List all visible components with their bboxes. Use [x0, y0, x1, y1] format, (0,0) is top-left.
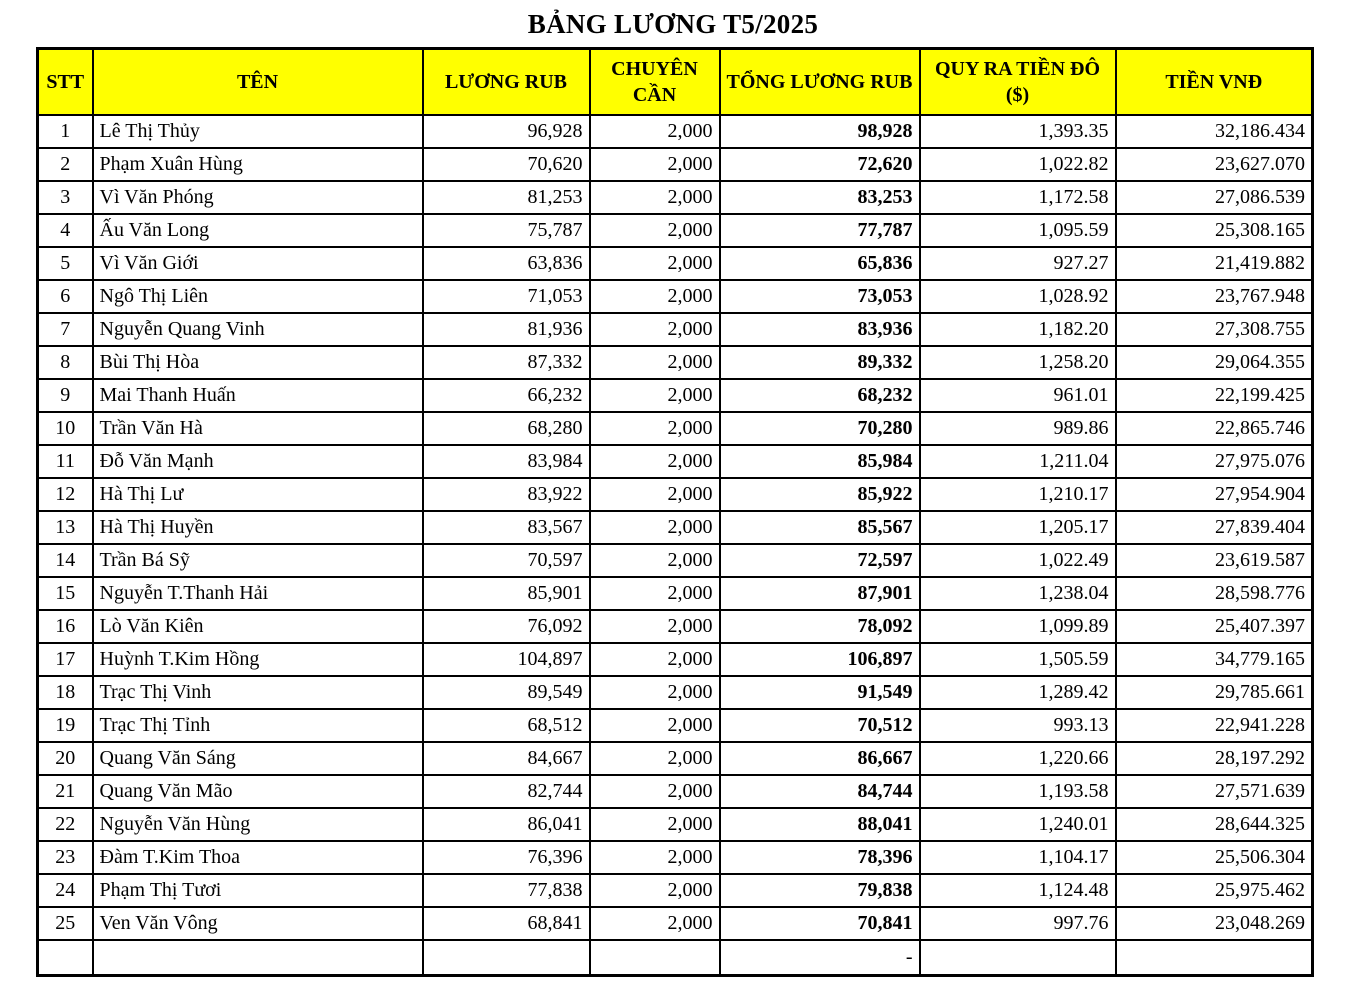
cell-usd: 1,210.17: [920, 478, 1116, 511]
cell-total-rub: 85,567: [720, 511, 920, 544]
column-header-vnd: TIỀN VNĐ: [1116, 49, 1313, 116]
table-row: [38, 841, 1313, 874]
cell-salary-rub: 71,053: [423, 280, 590, 313]
page-title: BẢNG LƯƠNG T5/2025: [527, 9, 819, 39]
cell-name: Lò Văn Kiên: [93, 610, 423, 643]
cell-stt: 11: [38, 445, 93, 478]
cell-salary-rub: 83,984: [423, 445, 590, 478]
footer-cell-salary-rub: [423, 940, 590, 976]
cell-usd: 1,095.59: [920, 214, 1116, 247]
cell-total-rub: 68,232: [720, 379, 920, 412]
footer-cell-usd: [920, 940, 1116, 976]
table-row: [38, 280, 1313, 313]
cell-attendance: 2,000: [590, 742, 720, 775]
cell-name: Nguyễn Văn Hùng: [93, 808, 423, 841]
cell-attendance: 2,000: [590, 511, 720, 544]
table-row: [38, 742, 1313, 775]
cell-attendance: 2,000: [590, 148, 720, 181]
table-row: [38, 808, 1313, 841]
cell-attendance: 2,000: [590, 181, 720, 214]
cell-name: Hà Thị Huyền: [93, 511, 423, 544]
cell-attendance: 2,000: [590, 841, 720, 874]
cell-salary-rub: 76,396: [423, 841, 590, 874]
table-row: [38, 511, 1313, 544]
cell-salary-rub: 68,280: [423, 412, 590, 445]
table-row: [38, 115, 1313, 148]
cell-usd: 1,182.20: [920, 313, 1116, 346]
cell-stt: 10: [38, 412, 93, 445]
cell-total-rub: 78,396: [720, 841, 920, 874]
cell-name: Ngô Thị Liên: [93, 280, 423, 313]
cell-salary-rub: 82,744: [423, 775, 590, 808]
table-row: [38, 775, 1313, 808]
table-row: [38, 247, 1313, 280]
table-row: [38, 907, 1313, 940]
cell-salary-rub: 68,512: [423, 709, 590, 742]
cell-name: Đàm T.Kim Thoa: [93, 841, 423, 874]
cell-stt: 4: [38, 214, 93, 247]
cell-vnd: 21,419.882: [1116, 247, 1313, 280]
cell-vnd: 27,571.639: [1116, 775, 1313, 808]
cell-name: Trạc Thị Vinh: [93, 676, 423, 709]
cell-name: Lê Thị Thủy: [93, 115, 423, 148]
cell-stt: 22: [38, 808, 93, 841]
cell-vnd: 27,954.904: [1116, 478, 1313, 511]
salary-table-body: [38, 115, 1313, 976]
salary-table-header: [38, 49, 1313, 116]
table-row: [38, 379, 1313, 412]
cell-attendance: 2,000: [590, 544, 720, 577]
table-row: [38, 412, 1313, 445]
cell-total-rub: 83,936: [720, 313, 920, 346]
cell-attendance: 2,000: [590, 643, 720, 676]
cell-name: Vì Văn Phóng: [93, 181, 423, 214]
cell-salary-rub: 70,620: [423, 148, 590, 181]
cell-total-rub: 73,053: [720, 280, 920, 313]
cell-usd: 1,104.17: [920, 841, 1116, 874]
cell-attendance: 2,000: [590, 676, 720, 709]
cell-stt: 14: [38, 544, 93, 577]
cell-usd: 1,505.59: [920, 643, 1116, 676]
cell-vnd: 32,186.434: [1116, 115, 1313, 148]
cell-stt: 13: [38, 511, 93, 544]
cell-stt: 24: [38, 874, 93, 907]
cell-total-rub: 88,041: [720, 808, 920, 841]
cell-usd: 1,289.42: [920, 676, 1116, 709]
cell-name: Huỳnh T.Kim Hồng: [93, 643, 423, 676]
cell-stt: 19: [38, 709, 93, 742]
footer-cell-stt: [38, 940, 93, 976]
cell-total-rub: 70,841: [720, 907, 920, 940]
cell-salary-rub: 83,567: [423, 511, 590, 544]
cell-name: Bùi Thị Hòa: [93, 346, 423, 379]
column-header-stt: STT: [38, 49, 93, 116]
cell-name: Mai Thanh Huấn: [93, 379, 423, 412]
cell-attendance: 2,000: [590, 709, 720, 742]
cell-salary-rub: 96,928: [423, 115, 590, 148]
cell-vnd: 23,048.269: [1116, 907, 1313, 940]
cell-total-rub: 91,549: [720, 676, 920, 709]
table-row: [38, 610, 1313, 643]
cell-vnd: 22,865.746: [1116, 412, 1313, 445]
table-row: [38, 181, 1313, 214]
table-row: [38, 445, 1313, 478]
cell-name: Ấu Văn Long: [93, 214, 423, 247]
column-header-salary-rub: LƯƠNG RUB: [423, 49, 590, 116]
cell-name: Nguyễn Quang Vinh: [93, 313, 423, 346]
cell-attendance: 2,000: [590, 115, 720, 148]
table-row: [38, 643, 1313, 676]
cell-salary-rub: 76,092: [423, 610, 590, 643]
cell-salary-rub: 68,841: [423, 907, 590, 940]
cell-stt: 7: [38, 313, 93, 346]
cell-salary-rub: 86,041: [423, 808, 590, 841]
cell-salary-rub: 75,787: [423, 214, 590, 247]
footer-cell-total-rub: -: [720, 940, 920, 976]
cell-salary-rub: 104,897: [423, 643, 590, 676]
cell-vnd: 27,839.404: [1116, 511, 1313, 544]
cell-vnd: 25,506.304: [1116, 841, 1313, 874]
cell-total-rub: 72,620: [720, 148, 920, 181]
cell-vnd: 29,064.355: [1116, 346, 1313, 379]
cell-vnd: 25,308.165: [1116, 214, 1313, 247]
cell-total-rub: 70,280: [720, 412, 920, 445]
table-row: [38, 577, 1313, 610]
cell-stt: 20: [38, 742, 93, 775]
cell-usd: 1,220.66: [920, 742, 1116, 775]
cell-stt: 2: [38, 148, 93, 181]
cell-name: Quang Văn Sáng: [93, 742, 423, 775]
cell-salary-rub: 77,838: [423, 874, 590, 907]
cell-usd: 1,238.04: [920, 577, 1116, 610]
cell-vnd: 27,086.539: [1116, 181, 1313, 214]
cell-stt: 6: [38, 280, 93, 313]
cell-salary-rub: 83,922: [423, 478, 590, 511]
cell-name: Trần Bá Sỹ: [93, 544, 423, 577]
cell-usd: 989.86: [920, 412, 1116, 445]
table-row: [38, 313, 1313, 346]
cell-attendance: 2,000: [590, 346, 720, 379]
cell-stt: 9: [38, 379, 93, 412]
cell-vnd: 22,941.228: [1116, 709, 1313, 742]
cell-total-rub: 77,787: [720, 214, 920, 247]
cell-total-rub: 84,744: [720, 775, 920, 808]
table-row: [38, 874, 1313, 907]
cell-total-rub: 78,092: [720, 610, 920, 643]
cell-name: Đỗ Văn Mạnh: [93, 445, 423, 478]
cell-usd: 1,393.35: [920, 115, 1116, 148]
cell-salary-rub: 70,597: [423, 544, 590, 577]
cell-vnd: 23,767.948: [1116, 280, 1313, 313]
cell-usd: 1,028.92: [920, 280, 1116, 313]
footer-cell-attendance: [590, 940, 720, 976]
cell-vnd: 22,199.425: [1116, 379, 1313, 412]
cell-total-rub: 85,984: [720, 445, 920, 478]
cell-total-rub: 86,667: [720, 742, 920, 775]
salary-table: [36, 47, 1314, 977]
cell-stt: 3: [38, 181, 93, 214]
cell-stt: 15: [38, 577, 93, 610]
cell-usd: 1,258.20: [920, 346, 1116, 379]
cell-usd: 961.01: [920, 379, 1116, 412]
cell-total-rub: 85,922: [720, 478, 920, 511]
cell-usd: 1,205.17: [920, 511, 1116, 544]
cell-stt: 8: [38, 346, 93, 379]
cell-attendance: 2,000: [590, 214, 720, 247]
cell-attendance: 2,000: [590, 445, 720, 478]
cell-usd: 1,211.04: [920, 445, 1116, 478]
column-header-total-rub: TỔNG LƯƠNG RUB: [720, 49, 920, 116]
cell-total-rub: 79,838: [720, 874, 920, 907]
cell-usd: 993.13: [920, 709, 1116, 742]
cell-total-rub: 72,597: [720, 544, 920, 577]
cell-attendance: 2,000: [590, 412, 720, 445]
cell-attendance: 2,000: [590, 247, 720, 280]
table-row: [38, 148, 1313, 181]
cell-vnd: 28,598.776: [1116, 577, 1313, 610]
cell-total-rub: 83,253: [720, 181, 920, 214]
cell-stt: 21: [38, 775, 93, 808]
cell-attendance: 2,000: [590, 808, 720, 841]
column-header-usd: QUY RA TIỀN ĐÔ ($): [920, 49, 1116, 116]
header-row: [38, 49, 1313, 116]
cell-name: Phạm Xuân Hùng: [93, 148, 423, 181]
cell-vnd: 25,975.462: [1116, 874, 1313, 907]
cell-usd: 1,124.48: [920, 874, 1116, 907]
cell-salary-rub: 84,667: [423, 742, 590, 775]
cell-name: Quang Văn Mão: [93, 775, 423, 808]
cell-attendance: 2,000: [590, 313, 720, 346]
cell-stt: 23: [38, 841, 93, 874]
cell-vnd: 23,627.070: [1116, 148, 1313, 181]
cell-vnd: 23,619.587: [1116, 544, 1313, 577]
cell-usd: 1,099.89: [920, 610, 1116, 643]
cell-salary-rub: 81,253: [423, 181, 590, 214]
cell-vnd: 29,785.661: [1116, 676, 1313, 709]
footer-cell-name: [93, 940, 423, 976]
cell-name: Vì Văn Giới: [93, 247, 423, 280]
cell-salary-rub: 66,232: [423, 379, 590, 412]
cell-name: Hà Thị Lư: [93, 478, 423, 511]
cell-vnd: 28,644.325: [1116, 808, 1313, 841]
footer-row: [38, 940, 1313, 976]
cell-stt: 17: [38, 643, 93, 676]
cell-usd: 1,022.82: [920, 148, 1116, 181]
cell-total-rub: 87,901: [720, 577, 920, 610]
cell-usd: 927.27: [920, 247, 1116, 280]
cell-attendance: 2,000: [590, 907, 720, 940]
cell-stt: 16: [38, 610, 93, 643]
cell-stt: 18: [38, 676, 93, 709]
cell-salary-rub: 85,901: [423, 577, 590, 610]
cell-total-rub: 70,512: [720, 709, 920, 742]
cell-stt: 5: [38, 247, 93, 280]
cell-total-rub: 106,897: [720, 643, 920, 676]
cell-usd: 1,022.49: [920, 544, 1116, 577]
cell-stt: 12: [38, 478, 93, 511]
cell-vnd: 27,308.755: [1116, 313, 1313, 346]
cell-salary-rub: 89,549: [423, 676, 590, 709]
cell-total-rub: 65,836: [720, 247, 920, 280]
table-row: [38, 478, 1313, 511]
cell-attendance: 2,000: [590, 610, 720, 643]
cell-usd: 1,193.58: [920, 775, 1116, 808]
cell-attendance: 2,000: [590, 478, 720, 511]
cell-attendance: 2,000: [590, 379, 720, 412]
cell-salary-rub: 81,936: [423, 313, 590, 346]
cell-vnd: 27,975.076: [1116, 445, 1313, 478]
cell-vnd: 25,407.397: [1116, 610, 1313, 643]
cell-attendance: 2,000: [590, 874, 720, 907]
cell-stt: 25: [38, 907, 93, 940]
column-header-attendance: CHUYÊN CẦN: [590, 49, 720, 116]
cell-total-rub: 89,332: [720, 346, 920, 379]
cell-usd: 997.76: [920, 907, 1116, 940]
cell-name: Nguyễn T.Thanh Hải: [93, 577, 423, 610]
column-header-name: TÊN: [93, 49, 423, 116]
table-row: [38, 214, 1313, 247]
table-row: [38, 346, 1313, 379]
cell-name: Phạm Thị Tươi: [93, 874, 423, 907]
footer-cell-vnd: [1116, 940, 1313, 976]
cell-stt: 1: [38, 115, 93, 148]
cell-vnd: 28,197.292: [1116, 742, 1313, 775]
cell-vnd: 34,779.165: [1116, 643, 1313, 676]
cell-name: Ven Văn Vông: [93, 907, 423, 940]
cell-usd: 1,172.58: [920, 181, 1116, 214]
cell-salary-rub: 63,836: [423, 247, 590, 280]
table-row: [38, 544, 1313, 577]
cell-attendance: 2,000: [590, 280, 720, 313]
table-row: [38, 676, 1313, 709]
cell-attendance: 2,000: [590, 775, 720, 808]
cell-attendance: 2,000: [590, 577, 720, 610]
cell-name: Trần Văn Hà: [93, 412, 423, 445]
table-row: [38, 709, 1313, 742]
cell-salary-rub: 87,332: [423, 346, 590, 379]
cell-total-rub: 98,928: [720, 115, 920, 148]
cell-usd: 1,240.01: [920, 808, 1116, 841]
cell-name: Trạc Thị Tỉnh: [93, 709, 423, 742]
